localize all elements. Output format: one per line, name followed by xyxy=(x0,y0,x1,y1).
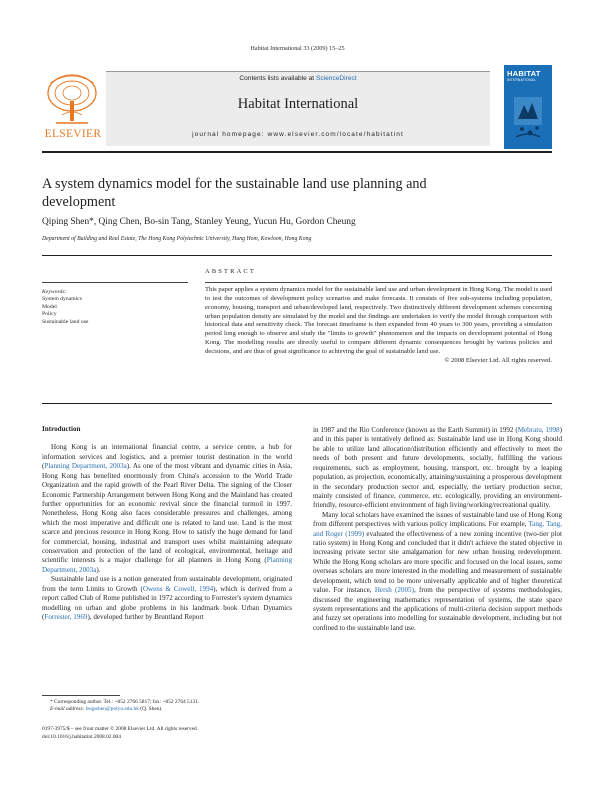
cover-subtitle: INTERNATIONAL xyxy=(507,78,537,82)
body-column-left xyxy=(42,425,292,622)
issn-block xyxy=(42,726,292,741)
citation-link[interactable]: Planning Department, 2003a xyxy=(42,556,292,574)
body-column-right xyxy=(313,426,562,633)
journal-title: Habitat International xyxy=(237,96,359,112)
paragraph: Many local scholars have examined the issues of sustainable land use of Hong Kong from different perspectives with various policy implications. For example, Tang, Tang, and Roger (1999) evaluated the effectiveness of a new zoning incentive (two-tier plot ratio system) in Hong Kong and concluded that it didn't achieve the stated objective in increasing private sector site amalgamation for new urban housing redevelopment. While the Hong Kong scholars are more specific and focused on the local issues, some overseas scholars are more interested in the modelling and measurement of sustainable development, which tend to be more universally applicable and of higher theoretical value. For instance, Hersh (2005), from the perspective of systems methodologies, discussed the engineering mathematics representation of systems, the state space system representations and the applications of multi-criteria decision support methods and fuzzy set operations into modelling for sustainable development, including but not confined to the sustainable land use. xyxy=(313,510,562,632)
abstract-heading: ABSTRACT xyxy=(205,268,256,275)
paragraph: Hong Kong is an international financial centre, a service centre, a hub for information services and logistics, and a premier tourist destination in the world (Planning Department, 2003a). As one of the most vibrant and dynamic cities in Asia, Hong Kong has benefited enormously from China's accession to the World Trade Organization and the rapid growth of the Pearl River Delta. The signing of the Closer Economic Partnership Arrangement between Hong Kong and the Mainland has created further opportunities for an economic revival since the financial turmoil in 1997. Nonetheless, Hong Kong also faces considerable pressures and challenges, among which the most imperative and difficult one is related to land use. Land is the most scarce and precious resource in Hong Kong. How to satisfy the huge demand for land for commercial, housing, industrial and transport uses whilst maintaining adequate conservation and protection of the land of ecological, environmental, heritage and scientific interests is a major challenge for all planners in Hong Kong (Planning Department, 2003a). xyxy=(42,443,292,574)
corresponding-author-note: * Corresponding author. Tel.: +852 2766 5817; fax: +852 2764 5131. xyxy=(50,699,200,705)
footnote-rule xyxy=(42,695,120,696)
citation-link[interactable]: Hersh (2005) xyxy=(374,586,414,595)
email-link[interactable]: bsqpshen@polyu.edu.hk xyxy=(85,706,139,713)
article-info-rule xyxy=(42,282,188,283)
keywords-list xyxy=(42,296,88,326)
keyword-item: Model xyxy=(42,303,57,310)
running-header: Habitat International 33 (2009) 15–25 xyxy=(250,45,345,52)
paragraph: in 1987 and the Rio Conference (known as the Earth Summit) in 1992 (Mebratu, 1998) and in this paper is tentatively defined as: Sustainable land use in Hong Kong should be able to utilize land allocation/distribution efficiently and effectively to meet the needs of both present and future developments, socially, fulfilling the various requirements, such as employment, housing, transport, etc. brought by a leaping population, as projection, economically, attaining/sustaining a prosperous development in the secondary production sector and, especially, the tertiary production sector, mainly consisted of finance, commerce, etc. ecologically, providing an environment-friendly, resource-efficient environment of high living/working/recreational quality. xyxy=(313,426,562,510)
citation-link[interactable]: Planning Department, 2003a xyxy=(44,462,127,471)
keyword-item: Sustainable land use xyxy=(42,318,89,325)
footnote xyxy=(42,699,292,714)
sciencedirect-link[interactable]: ScienceDirect xyxy=(315,75,357,82)
cover-title: HABITAT xyxy=(507,69,541,78)
citation-link[interactable]: Forrester, 1969 xyxy=(44,613,88,622)
contents-line: Contents lists available at ScienceDirect xyxy=(239,75,357,82)
affiliation: Department of Building and Real Estate, The Hong Kong Polytechnic University, Hung Hom, Kowloon, Hong Kong xyxy=(42,236,312,242)
publisher-name: ELSEVIER xyxy=(44,128,102,140)
abstract-text: This paper applies a system dynamics model for the sustainable land use and urban development in Hong Kong. The model is used to test the outcomes of development policy scenarios and make forecasts. It consists of five sub-systems including population, economy, housing, transport and urban/developed land, respectively. Two distinctively different development schemes concerning urban population density are simulated by the model and the findings are undertaken to verify the model through comparison with historical data and sensitivity check. The forecast timeframe is then expanded from 40 years to 300 years, providing a simulation period long enough to observe and study the "limits to growth" phenomenon and the impacts on development potential of Hong Kong. The modelling results are directly useful to compare different dynamic consequences brought by various policies and decisions, and are thus of great significance to achieving the goal of sustainable land use. xyxy=(205,286,552,355)
issn-line: 0197-3975/$ – see front matter © 2008 Elsevier Ltd. All rights reserved. xyxy=(42,726,199,732)
keyword-item: Policy xyxy=(42,311,57,318)
journal-homepage[interactable]: journal homepage: www.elsevier.com/locate/habitatint xyxy=(192,131,404,138)
abstract-rule xyxy=(205,282,552,283)
journal-cover-thumbnail xyxy=(504,65,552,149)
masthead xyxy=(42,71,552,157)
journal-banner xyxy=(106,71,490,146)
paragraph: Sustainable land use is a notion generated from sustainable development, originated from the term Limits to Growth (Owens & Cowell, 1994), which is derived from a report called Club of Rome published in 1972 according to Forrester's system dynamics modelling on urban and globe problems in his landmark book Urban Dynamics (Forrester, 1969), developed further by Bruntland Report xyxy=(42,575,292,622)
citation-link[interactable]: Mebratu, 1998 xyxy=(517,426,560,434)
author-list: Qiping Shen*, Qing Chen, Bo-sin Tang, Stanley Yeung, Yucun Hu, Gordon Cheung xyxy=(42,217,356,227)
abstract-bottom-rule xyxy=(42,403,552,404)
abstract-copyright: © 2008 Elsevier Ltd. All rights reserved. xyxy=(444,356,552,364)
keywords-label: Keywords: xyxy=(42,289,67,295)
article-title: A system dynamics model for the sustainable land use planning and development xyxy=(42,176,427,210)
title-rule xyxy=(42,255,552,256)
citation-link[interactable]: Tang, Tang, and Roger (1999) xyxy=(313,520,562,538)
abstract xyxy=(205,286,552,366)
email-note: E-mail address: bsqpshen@polyu.edu.hk (Q. Shen). xyxy=(50,706,163,713)
cover-graphic xyxy=(510,93,546,143)
masthead-rule xyxy=(42,151,552,153)
citation-link[interactable]: Owens & Cowell, 1994 xyxy=(142,584,214,593)
section-heading: Introduction xyxy=(42,425,81,433)
doi-line: doi:10.1016/j.habitatint.2008.02.004 xyxy=(42,733,121,740)
keyword-item: System dynamics xyxy=(42,296,82,302)
